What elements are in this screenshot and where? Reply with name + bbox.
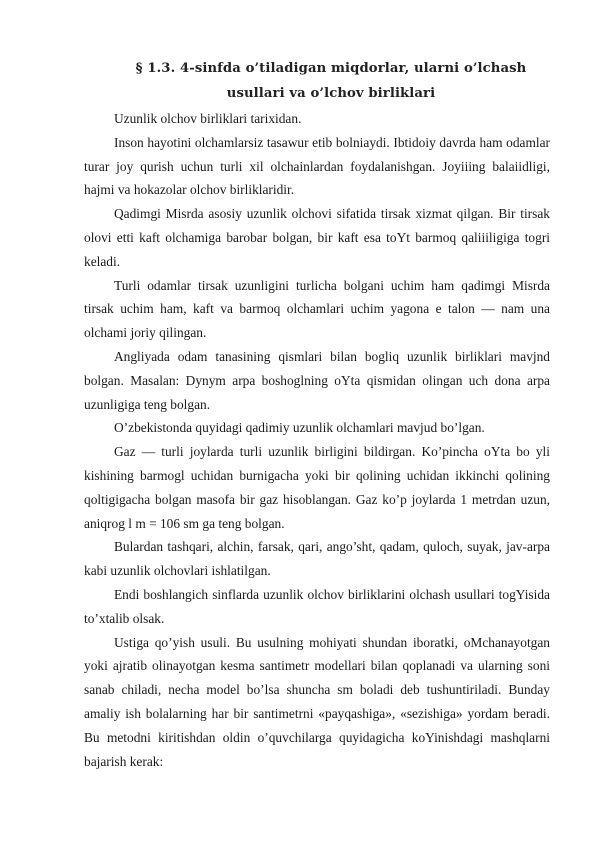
paragraph: Bulardan tashqari, alchin, farsak, qari, ango’sht, qadam, quloch, suyak, jav-arpa kabi uzunlik olchovlari ishlatilgan. [84, 539, 550, 579]
paragraph: Uzunlik olchov birliklari tarixidan. [114, 111, 302, 126]
paragraph: Qadimgi Misrda asosiy uzunlik olchovi sifatida tirsak xizmat qilgan. Bir tirsak olovi etti kaft olchamiga barobar bolgan, bir kaft esa toYt barmoq qaliiiligiga togri keladi. [84, 206, 550, 269]
section-heading: § 1.3. 4-sinfda o’tiladigan miqdorlar, ularni o’lchash usullari va o’lchov birliklari [135, 61, 527, 101]
paragraph: Inson hayotini olchamlarsiz tasawur etib bolniaydi. Ibtidoiy davrda ham odamlar turar joy qurish uchun turli xil olchainlardan foydalanishgan. Joyiiing balaiidligi, hajmi va hokazolar olchov birliklaridir. [84, 134, 550, 198]
body-text [84, 107, 550, 773]
paragraph: Ustiga qo’yish usuli. Bu usulning mohiyati shundan iboratki, oMchanayotgan yoki ajratib olinayotgan kesma santimetr modellari bilan qoplanadi va ularning soni sanab chiladi, necha model bo’lsa shuncha sm boladi deb tushuntiriladi. Bunday amaliy ish bolalarning har bir santimetrni «payqashiga», «sezishiga» yordam beradi. Bu metodni kiritishdan oldin o’quvchilarga quyidagicha koYinishdagi mashqlarni bajarish kerak: [84, 634, 550, 769]
paragraph: Turli odamlar tirsak uzunligini turlicha bolgani uchim ham qadimgi Misrda tirsak uchim ham, kaft va barmoq olchamlari uchim yagona e talon — nam una olchami joriy qilingan. [84, 277, 550, 341]
paragraph: Angliyada odam tanasining qismlari bilan bogliq uzunlik birliklari mavjnd bolgan. Masalan: Dynym arpa boshoglning oYta qismidan olingan uch dona arpa uzunligiga teng bolgan. [84, 348, 550, 412]
paragraph: Endi boshlangich sinflarda uzunlik olchov birliklarini olchash usullari togYisida to’xtalib olsak. [84, 586, 550, 626]
paragraph: O’zbekistonda quyidagi qadimiy uzunlik olchamlari mavjud bo’lgan. [114, 420, 485, 436]
paragraph: Gaz — turli joylarda turli uzunlik birligini bildirgan. Ko’pincha oYta bo yli kishining barmogl uchidan burnigacha yoki bir qolining uchidan ikkinchi qolining qoltigigacha bolgan masofa bir gaz hisoblangan. Gaz ko’p joylarda 1 metrdan uzun, aniqrog l m = 106 sm ga teng bolgan. [84, 444, 550, 531]
